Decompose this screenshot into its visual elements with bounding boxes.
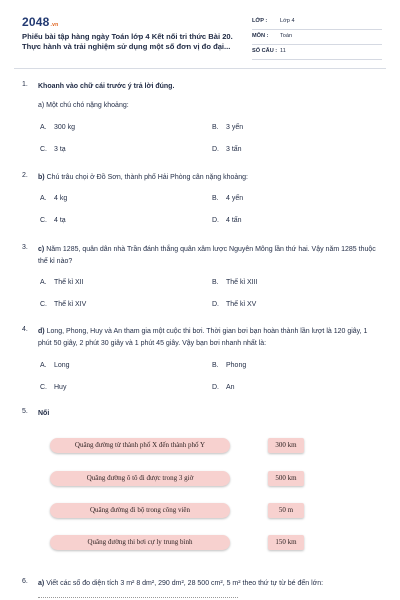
option-letter: A. — [40, 362, 47, 369]
question-part-label: a) — [38, 580, 45, 587]
option-letter: B. — [212, 195, 219, 202]
option-text: 300 kg — [54, 124, 76, 131]
option-text: Thế kỉ XV — [226, 301, 257, 308]
option-c[interactable] — [40, 146, 66, 153]
meta-key-count: SỐ CÂU : — [252, 48, 278, 54]
question-number: 4. — [22, 326, 28, 333]
worksheet-header — [22, 15, 382, 63]
option-c[interactable] — [40, 217, 66, 224]
question-4 — [22, 326, 378, 396]
match-right-item[interactable]: 500 km — [268, 471, 304, 486]
site-logo[interactable] — [22, 15, 58, 29]
question-text — [38, 578, 378, 590]
option-letter: B. — [212, 362, 219, 369]
meta-value-subject: Toán — [280, 33, 293, 39]
meta-value-class: Lớp 4 — [280, 18, 295, 24]
answer-line[interactable] — [38, 597, 238, 598]
meta-value-count: 11 — [280, 48, 286, 54]
match-left-item[interactable]: Quãng đường thi bơi cự ly trung bình — [50, 535, 230, 550]
option-text: 3 tấn — [226, 146, 242, 153]
question-instruction: Nối — [38, 410, 50, 417]
option-letter: D. — [212, 217, 219, 224]
question-2 — [22, 172, 378, 232]
option-d[interactable] — [212, 301, 256, 308]
option-letter: A. — [40, 195, 47, 202]
option-text: Phong — [226, 362, 247, 369]
option-letter: C. — [40, 217, 47, 224]
option-b[interactable] — [212, 362, 246, 369]
question-text: a) Một chú chó nặng khoảng: — [38, 102, 129, 109]
meta-row-class — [252, 15, 382, 30]
question-body: Chú trâu chọi ở Đồ Sơn, thành phố Hải Phòng cân nặng khoảng: — [46, 174, 248, 181]
option-text: Huy — [54, 384, 67, 391]
question-number: 1. — [22, 81, 28, 88]
option-text: 4 yến — [226, 195, 244, 202]
option-text: 3 tạ — [54, 146, 66, 153]
match-right-item[interactable]: 150 km — [268, 535, 304, 550]
option-a[interactable] — [40, 195, 67, 202]
question-body: Long, Phong, Huy và An tham gia một cuộc thi bơi. Thời gian bơi bạn hoàn thành lần lượt là 120 giây, 1 phút 50 giây, 2 phút 30 giây và 1 phút 45 giây. Vậy bạn bơi nhanh nhất là: — [38, 328, 368, 347]
option-b[interactable] — [212, 279, 258, 286]
meta-key-class: LỚP : — [252, 18, 268, 24]
option-text: Thế kỉ XIV — [54, 301, 87, 308]
option-a[interactable] — [40, 362, 70, 369]
option-text: Long — [54, 362, 70, 369]
option-text: 3 yến — [226, 124, 244, 131]
option-letter: C. — [40, 384, 47, 391]
question-text — [38, 326, 378, 350]
question-6 — [22, 578, 378, 592]
question-part-label: b) — [38, 174, 45, 181]
header-divider — [14, 68, 386, 69]
question-3 — [22, 244, 378, 314]
match-right-item[interactable]: 50 m — [268, 503, 304, 518]
logo-text: 2048 — [22, 15, 50, 29]
meta-key-subject: MÔN : — [252, 33, 269, 39]
match-left-item[interactable]: Quãng đường ô tô đi được trong 3 giờ — [50, 471, 230, 486]
option-letter: B. — [212, 279, 219, 286]
meta-row-subject — [252, 30, 382, 45]
question-part-label: c) — [38, 246, 45, 253]
question-body: Năm 1285, quân dân nhà Trần đánh thắng quân xâm lược Nguyên Mông lần thứ hai. Vậy năm 1285 thuộc thế kỉ nào? — [38, 246, 376, 265]
option-text: Thế kỉ XII — [54, 279, 84, 286]
option-a[interactable] — [40, 279, 84, 286]
question-number: 6. — [22, 578, 28, 585]
match-right-item[interactable]: 300 km — [268, 438, 304, 453]
option-letter: B. — [212, 124, 219, 131]
logo-suffix: .vn — [50, 22, 59, 28]
option-letter: C. — [40, 301, 47, 308]
question-number: 2. — [22, 172, 28, 179]
question-number: 3. — [22, 244, 28, 251]
option-letter: A. — [40, 279, 47, 286]
question-5 — [22, 408, 378, 420]
option-text: An — [226, 384, 235, 391]
option-d[interactable] — [212, 384, 235, 391]
question-number: 5. — [22, 408, 28, 415]
meta-row-count — [252, 45, 382, 60]
option-text: 4 kg — [54, 195, 68, 202]
option-text: Thế kỉ XIII — [226, 279, 258, 286]
option-b[interactable] — [212, 124, 243, 131]
question-instruction: Khoanh vào chữ cái trước ý trả lời đúng. — [38, 83, 175, 90]
option-letter: D. — [212, 146, 219, 153]
option-b[interactable] — [212, 195, 243, 202]
option-c[interactable] — [40, 384, 66, 391]
option-d[interactable] — [212, 146, 242, 153]
worksheet-title: Phiếu bài tập hàng ngày Toán lớp 4 Kết nối tri thức Bài 20. Thực hành và trải nghiệm sử dụng một số đơn vị đo đại... — [22, 32, 233, 51]
question-text — [38, 172, 378, 184]
question-1 — [22, 81, 378, 161]
option-letter: C. — [40, 146, 47, 153]
option-a[interactable] — [40, 124, 75, 131]
option-letter: A. — [40, 124, 47, 131]
match-left-item[interactable]: Quãng đường đi bộ trong công viên — [50, 503, 230, 518]
option-letter: D. — [212, 301, 219, 308]
option-text: 4 tạ — [54, 217, 66, 224]
match-left-item[interactable]: Quãng đường từ thành phố X đến thành phố Y — [50, 438, 230, 453]
option-letter: D. — [212, 384, 219, 391]
option-text: 4 tấn — [226, 217, 242, 224]
worksheet-meta — [252, 15, 382, 60]
option-c[interactable] — [40, 301, 86, 308]
option-d[interactable] — [212, 217, 242, 224]
question-text — [38, 244, 378, 268]
question-body: Viết các số đo diện tích 3 m² 8 dm², 290 dm², 28 500 cm², 5 m² theo thứ tự từ bé đến lớn: — [46, 580, 324, 587]
question-part-label: d) — [38, 328, 45, 335]
